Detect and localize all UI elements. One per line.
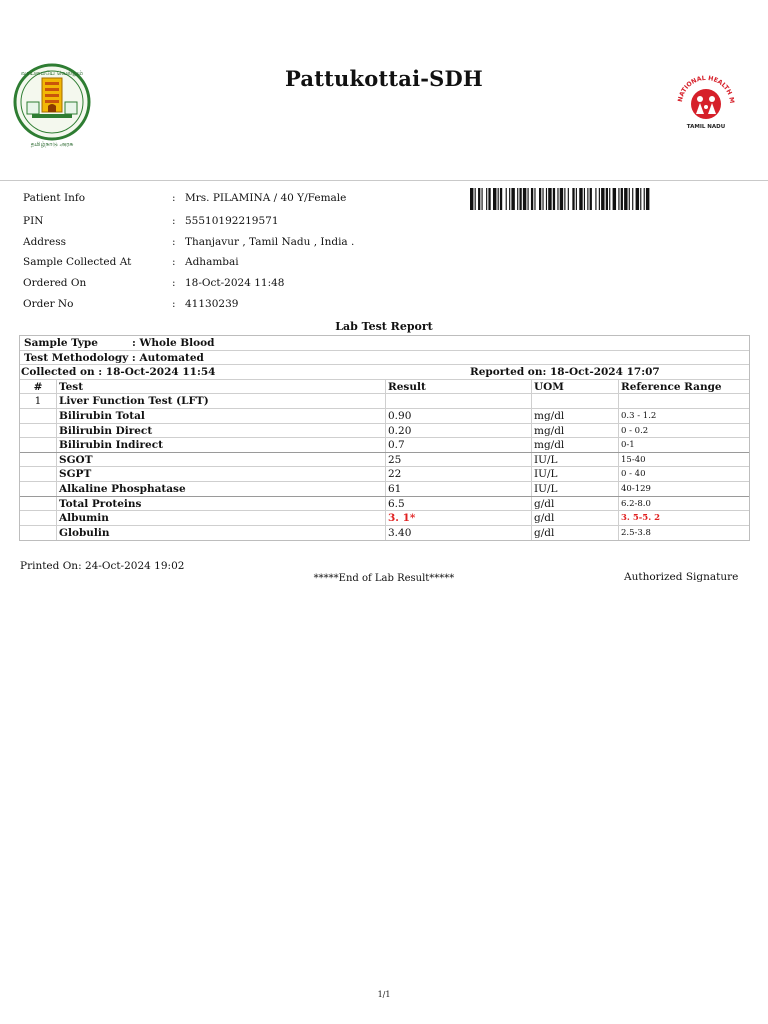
- test-name-cell: SGPT: [56, 467, 386, 481]
- sample-type-row: [20, 336, 749, 351]
- reference-range-cell: 15-40: [618, 453, 749, 467]
- barcode-bar: [511, 188, 514, 210]
- result-cell: 22: [385, 467, 531, 481]
- collected-reported-row: [20, 365, 749, 380]
- barcode-bar: [517, 188, 518, 210]
- barcode-bar: [632, 188, 633, 210]
- info-label: PIN: [23, 215, 44, 227]
- info-colon: :: [172, 215, 176, 227]
- reference-range-cell: 3. 5-5. 2: [618, 511, 749, 525]
- uom-cell: g/dl: [531, 526, 618, 541]
- barcode-bar: [618, 188, 619, 210]
- info-colon: :: [172, 256, 176, 268]
- uom-cell: IU/L: [531, 453, 618, 467]
- test-name-cell: Alkaline Phosphatase: [56, 482, 386, 496]
- sample-type-label: Sample Type: [24, 337, 98, 349]
- end-of-result: *****End of Lab Result*****: [313, 573, 455, 584]
- authorized-signature: Authorized Signature: [624, 571, 739, 583]
- table-row: [20, 424, 749, 439]
- barcode-bar: [606, 188, 608, 210]
- sample-type-value: : Whole Blood: [132, 337, 215, 349]
- info-value: 55510192219571: [185, 215, 279, 227]
- panel-row: [20, 394, 749, 409]
- barcode-bar: [564, 188, 565, 210]
- reported-on: Reported on: 18-Oct-2024 17:07: [470, 366, 660, 379]
- barcode-bar: [572, 188, 574, 210]
- row-number-cell: [20, 497, 56, 511]
- barcode-bar: [553, 188, 555, 210]
- info-value: Adhambai: [185, 256, 239, 268]
- reference-range-cell: 40-129: [618, 482, 749, 496]
- row-number-cell: [20, 467, 56, 481]
- uom-cell: mg/dl: [531, 438, 618, 452]
- result-cell: 0.20: [385, 424, 531, 438]
- header-divider: [0, 180, 768, 181]
- table-row: [20, 526, 749, 541]
- barcode-bar: [568, 188, 569, 210]
- barcode-bar: [646, 188, 649, 210]
- row-number-cell: [20, 453, 56, 467]
- barcode-bar: [509, 188, 510, 210]
- barcode: [470, 188, 748, 210]
- info-label: Ordered On: [23, 277, 87, 289]
- barcode-bar: [599, 188, 600, 210]
- barcode-bar: [601, 188, 604, 210]
- reference-range-cell: 0-1: [618, 438, 749, 452]
- row-number-cell: [20, 482, 56, 496]
- test-name-cell: Total Proteins: [56, 497, 386, 511]
- report-heading: Lab Test Report: [335, 320, 433, 333]
- reference-range-cell: 2.5-3.8: [618, 526, 749, 541]
- panel-number: 1: [34, 395, 42, 408]
- info-value: 18-Oct-2024 11:48: [185, 277, 285, 289]
- col-header-uom: UOM: [531, 380, 618, 394]
- barcode-bar: [486, 188, 487, 210]
- col-header-result: Result: [385, 380, 531, 394]
- panel-name: Liver Function Test (LFT): [56, 394, 386, 408]
- row-number-cell: [20, 526, 56, 541]
- barcode-bar: [542, 188, 543, 210]
- uom-cell: g/dl: [531, 511, 618, 525]
- barcode-bar: [500, 188, 502, 210]
- test-name-cell: Albumin: [56, 511, 386, 525]
- nhm-subtext: TAMIL NADU: [686, 124, 726, 130]
- barcode-bar: [548, 188, 551, 210]
- barcode-bar: [557, 188, 558, 210]
- barcode-bar: [636, 188, 639, 210]
- emblem-caption: தமிழ்நாடு அரசு: [30, 141, 74, 148]
- test-name-cell: Bilirubin Indirect: [56, 438, 386, 452]
- table-row: [20, 467, 749, 482]
- reference-range-cell: 0.3 - 1.2: [618, 409, 749, 423]
- info-label: Address: [23, 236, 67, 248]
- row-number-cell: [20, 424, 56, 438]
- empty-cell: [531, 394, 618, 408]
- barcode-bar: [475, 188, 476, 210]
- page-title: Pattukottai-SDH: [285, 66, 483, 91]
- barcode-bar: [621, 188, 623, 210]
- info-label: Order No: [23, 298, 74, 310]
- result-cell: 0.7: [385, 438, 531, 452]
- result-cell: 3. 1*: [385, 511, 531, 525]
- methodology-text: Test Methodology : Automated: [24, 351, 204, 364]
- row-number-cell: [20, 438, 56, 452]
- uom-cell: mg/dl: [531, 409, 618, 423]
- info-colon: :: [172, 192, 176, 204]
- page-number: 1/1: [377, 990, 391, 999]
- table-row: [20, 482, 749, 497]
- methodology-row: [20, 351, 749, 366]
- national-health-mission-logo: [674, 70, 738, 132]
- info-colon: :: [172, 277, 176, 289]
- row-number-cell: [20, 511, 56, 525]
- collected-on: Collected on : 18-Oct-2024 11:54: [21, 366, 216, 379]
- col-header-test: Test: [56, 380, 386, 394]
- col-header-num: #: [33, 380, 43, 393]
- col-header-reference: Reference Range: [618, 380, 749, 394]
- table-row: [20, 497, 749, 512]
- barcode-bar: [482, 188, 483, 210]
- table-header-row: [20, 380, 749, 395]
- result-cell: 61: [385, 482, 531, 496]
- info-label: Sample Collected At: [23, 256, 132, 268]
- barcode-bar: [519, 188, 521, 210]
- test-name-cell: Bilirubin Direct: [56, 424, 386, 438]
- table-row: [20, 409, 749, 424]
- barcode-bar: [624, 188, 627, 210]
- printed-on: Printed On: 24-Oct-2024 19:02: [20, 560, 185, 572]
- barcode-bar: [644, 188, 645, 210]
- svg-text:வாய்மையே வெல்லும்: வாய்மையே வெல்லும்: [20, 70, 84, 77]
- barcode-bar: [488, 188, 490, 210]
- result-cell: 25: [385, 453, 531, 467]
- barcode-bar: [609, 188, 610, 210]
- barcode-bar: [590, 188, 592, 210]
- barcode-bar: [579, 188, 582, 210]
- barcode-bar: [506, 188, 507, 210]
- info-value: Mrs. PILAMINA / 40 Y/Female: [185, 192, 347, 204]
- info-colon: :: [172, 298, 176, 310]
- result-cell: 0.90: [385, 409, 531, 423]
- barcode-bar: [478, 188, 480, 210]
- uom-cell: mg/dl: [531, 424, 618, 438]
- test-name-cell: Globulin: [56, 526, 386, 541]
- barcode-bar: [560, 188, 563, 210]
- barcode-bar: [576, 188, 577, 210]
- result-cell: 3.40: [385, 526, 531, 541]
- barcode-bar: [523, 188, 526, 210]
- barcode-bar: [498, 188, 499, 210]
- reference-range-cell: 6.2-8.0: [618, 497, 749, 511]
- result-rows: [20, 409, 749, 540]
- uom-cell: g/dl: [531, 497, 618, 511]
- barcode-bar: [470, 188, 473, 210]
- info-value: Thanjavur , Tamil Nadu , India .: [185, 236, 355, 248]
- barcode-bar: [595, 188, 596, 210]
- barcode-bar: [613, 188, 616, 210]
- uom-cell: IU/L: [531, 467, 618, 481]
- barcode-bar: [534, 188, 535, 210]
- barcode-bar: [493, 188, 496, 210]
- table-row: [20, 438, 749, 453]
- nhm-arc-text: NATIONAL HEALTH M: [677, 74, 736, 104]
- row-number-cell: [20, 409, 56, 423]
- barcode-bar: [584, 188, 585, 210]
- empty-cell: [385, 394, 531, 408]
- barcode-bar: [629, 188, 630, 210]
- table-row: [20, 511, 749, 526]
- test-name-cell: Bilirubin Total: [56, 409, 386, 423]
- barcode-bar: [531, 188, 533, 210]
- table-row: [20, 453, 749, 468]
- info-colon: :: [172, 236, 176, 248]
- barcode-bar: [640, 188, 641, 210]
- result-cell: 6.5: [385, 497, 531, 511]
- uom-cell: IU/L: [531, 482, 618, 496]
- info-label: Patient Info: [23, 192, 86, 204]
- barcode-bar: [528, 188, 529, 210]
- empty-cell: [618, 394, 749, 408]
- info-value: 41130239: [185, 298, 239, 310]
- lab-result-table: [19, 335, 750, 541]
- test-name-cell: SGOT: [56, 453, 386, 467]
- barcode-bar: [539, 188, 541, 210]
- barcode-bar: [546, 188, 547, 210]
- reference-range-cell: 0 - 40: [618, 467, 749, 481]
- reference-range-cell: 0 - 0.2: [618, 424, 749, 438]
- barcode-bar: [587, 188, 588, 210]
